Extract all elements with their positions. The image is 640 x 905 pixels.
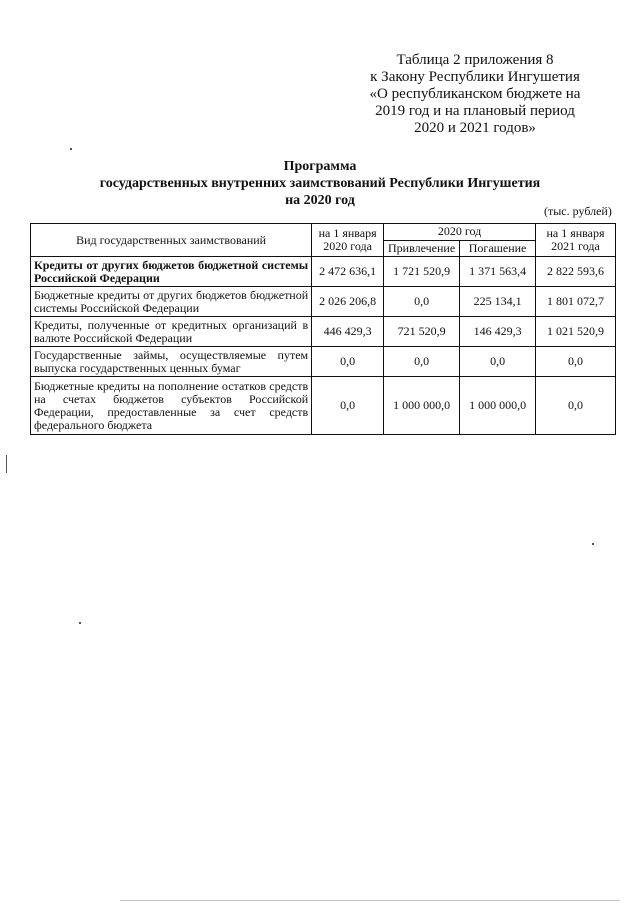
row-name: Кредиты, полученные от кредитных организаций в валюте Российской Федерации (31, 317, 312, 347)
scan-speck (6, 455, 7, 473)
header-jan2020: на 1 января 2020 года (312, 224, 384, 257)
table-row (31, 347, 616, 377)
row-name: Бюджетные кредиты на пополнение остатков средств на счетах бюджетов субъектов Российской Федерации, предоставленные за счет средств федерального бюджета (31, 377, 312, 435)
header-line: Таблица 2 приложения 8 (396, 52, 554, 68)
row-repay: 0,0 (460, 347, 536, 377)
row-jan2020: 0,0 (312, 347, 384, 377)
row-repay: 146 429,3 (460, 317, 536, 347)
row-jan2021: 1 021 520,9 (536, 317, 616, 347)
header-line: 2020 и 2021 годов» (414, 120, 536, 136)
scan-speck (70, 148, 72, 150)
header-line: «О республиканском бюджете на (369, 86, 581, 102)
title-line: на 2020 год (285, 193, 355, 208)
row-jan2021: 1 801 072,7 (536, 287, 616, 317)
title-line: Программа (283, 159, 357, 174)
row-jan2020: 446 429,3 (312, 317, 384, 347)
table-row (31, 317, 616, 347)
scan-speck (592, 543, 594, 545)
document-title (0, 158, 640, 209)
header-year2020: 2020 год (384, 224, 536, 241)
scan-edge (120, 900, 620, 901)
table-header-row (31, 224, 616, 241)
row-jan2021: 2 822 593,6 (536, 257, 616, 287)
row-name: Бюджетные кредиты от других бюджетов бюджетной системы Российской Федерации (31, 287, 312, 317)
borrowings-table (30, 223, 616, 435)
header-line: к Закону Республики Ингушетия (370, 69, 580, 85)
table-row (31, 377, 616, 435)
scan-speck (79, 622, 81, 624)
table-row (31, 257, 616, 287)
units-label: (тыс. рублей) (544, 204, 612, 218)
header-attract: Привлечение (384, 240, 460, 257)
row-attract: 0,0 (384, 287, 460, 317)
row-name: Кредиты от других бюджетов бюджетной системы Российской Федерации (31, 257, 312, 287)
title-line: государственных внутренних заимствований Республики Ингушетия (99, 176, 541, 191)
row-jan2021: 0,0 (536, 377, 616, 435)
document-header (360, 52, 590, 137)
row-repay: 1 371 563,4 (460, 257, 536, 287)
header-type: Вид государственных заимствований (31, 224, 312, 257)
row-attract: 721 520,9 (384, 317, 460, 347)
row-jan2020: 2 472 636,1 (312, 257, 384, 287)
row-jan2020: 2 026 206,8 (312, 287, 384, 317)
header-line: 2019 год и на плановый период (375, 103, 575, 119)
row-repay: 1 000 000,0 (460, 377, 536, 435)
row-attract: 0,0 (384, 347, 460, 377)
row-name: Государственные займы, осуществляемые путем выпуска государственных ценных бумаг (31, 347, 312, 377)
header-jan2021: на 1 января 2021 года (536, 224, 616, 257)
table-row (31, 287, 616, 317)
row-attract: 1 721 520,9 (384, 257, 460, 287)
row-attract: 1 000 000,0 (384, 377, 460, 435)
row-jan2021: 0,0 (536, 347, 616, 377)
row-jan2020: 0,0 (312, 377, 384, 435)
row-repay: 225 134,1 (460, 287, 536, 317)
header-repay: Погашение (460, 240, 536, 257)
